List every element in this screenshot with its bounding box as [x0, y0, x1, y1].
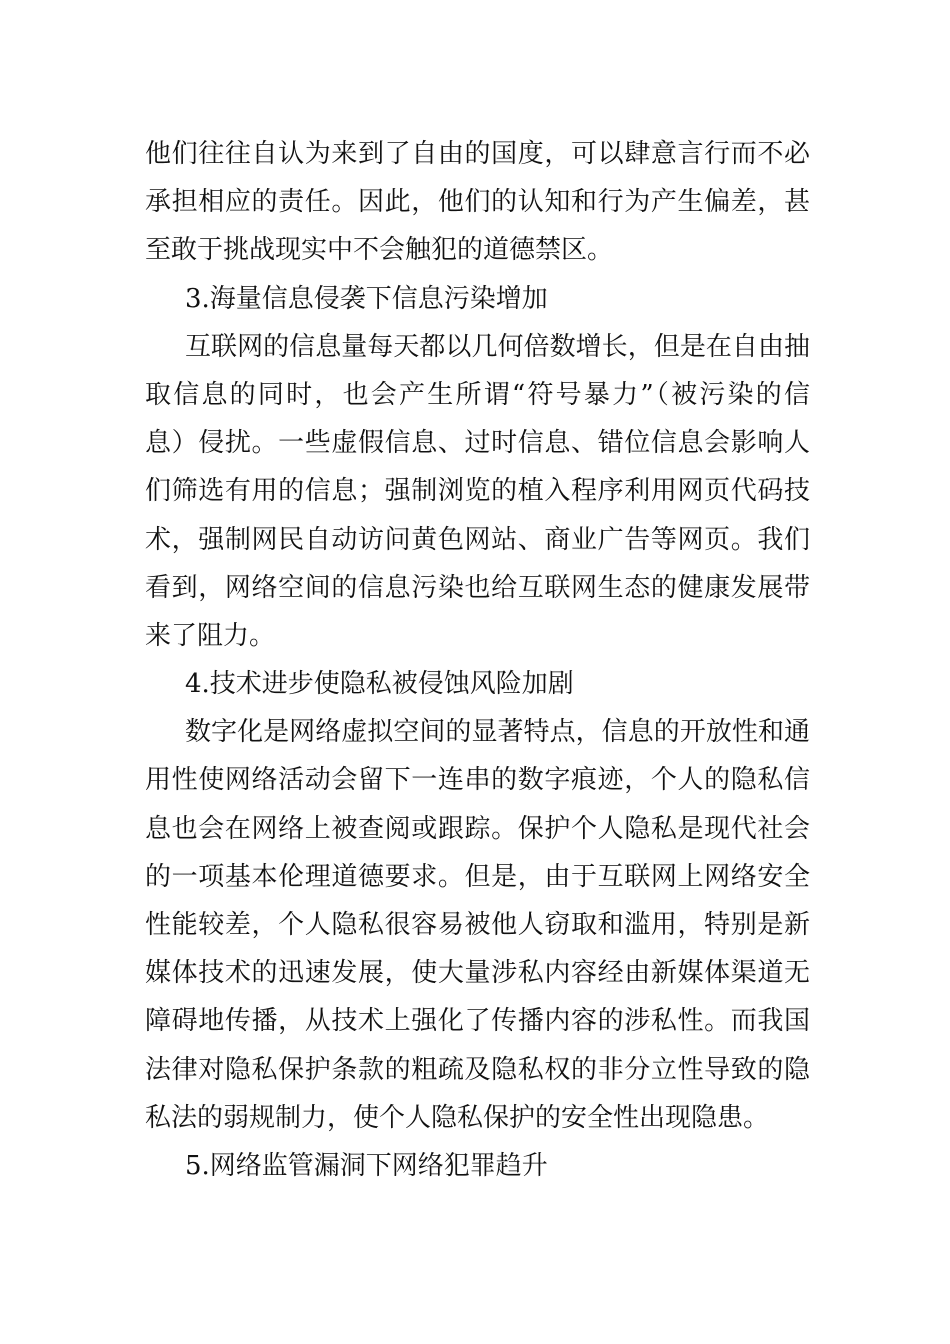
paragraph-line: 用性使网络活动会留下一连串的数字痕迹，个人的隐私信: [145, 765, 810, 796]
paragraph-line: 术，强制网民自动访问黄色网站、商业广告等网页。我们: [145, 524, 810, 555]
paragraph-line: 取信息的同时，也会产生所谓“符号暴力”（被污染的信: [145, 379, 810, 410]
paragraph-line: 息也会在网络上被查阅或跟踪。保护个人隐私是现代社会: [145, 813, 810, 844]
section-heading-3: 3.海量信息侵袭下信息污染增加: [185, 283, 548, 314]
paragraph-line: 私法的弱规制力，使个人隐私保护的安全性出现隐患。: [145, 1102, 770, 1133]
paragraph-line: 承担相应的责任。因此，他们的认知和行为产生偏差，甚: [145, 187, 810, 218]
paragraph-line: 性能较差，个人隐私很容易被他人窃取和滥用，特别是新: [145, 910, 810, 940]
section-heading-4: 4.技术进步使隐私被侵蚀风险加剧: [185, 669, 574, 700]
section-heading-5: 5.网络监管漏洞下网络犯罪趋升: [185, 1150, 548, 1181]
paragraph-line: 的一项基本伦理道德要求。但是，由于互联网上网络安全: [145, 861, 810, 892]
paragraph-line: 至敢于挑战现实中不会触犯的道德禁区。: [145, 235, 614, 266]
document-body: [145, 130, 810, 1190]
paragraph-line: 法律对隐私保护条款的粗疏及隐私权的非分立性导致的隐: [145, 1054, 810, 1085]
paragraph-line: 障碍地传播，从技术上强化了传播内容的涉私性。而我国: [145, 1006, 810, 1037]
paragraph-line: 他们往往自认为来到了自由的国度，可以肆意言行而不必: [145, 139, 810, 169]
paragraph-line: 媒体技术的迅速发展，使大量涉私内容经由新媒体渠道无: [145, 958, 810, 989]
paragraph-line: 看到，网络空间的信息污染也给互联网生态的健康发展带: [145, 572, 810, 603]
paragraph-line: 来了阻力。: [145, 620, 276, 651]
paragraph-line: 息）侵扰。一些虚假信息、过时信息、错位信息会影响人: [145, 428, 810, 459]
paragraph-line: 数字化是网络虚拟空间的显著特点，信息的开放性和通: [185, 717, 810, 748]
paragraph-line: 们筛选有用的信息；强制浏览的植入程序利用网页代码技: [145, 476, 810, 507]
paragraph-line: 互联网的信息量每天都以几何倍数增长，但是在自由抽: [185, 331, 810, 362]
